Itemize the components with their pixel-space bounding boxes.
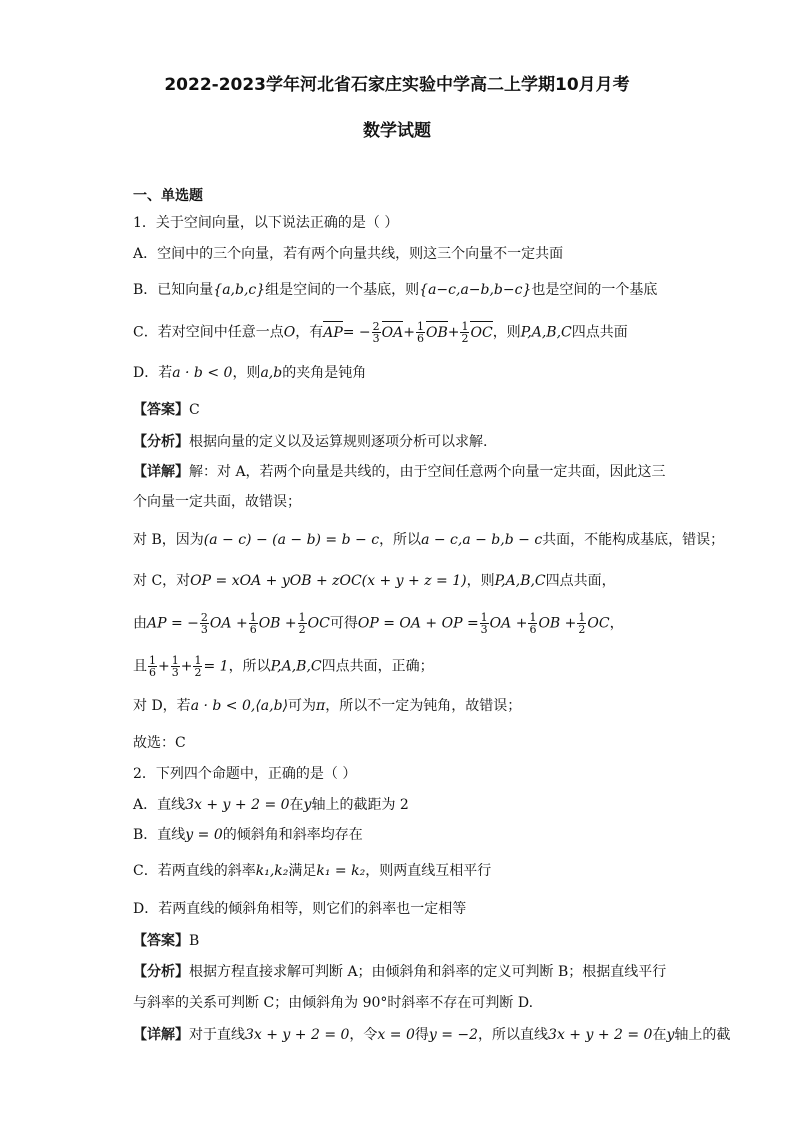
q1-d-post: 的夹角是钝角 — [282, 365, 367, 381]
q1-c-ob: OB — [425, 324, 448, 341]
q1-detail-c2-f1-num: 2 — [200, 611, 208, 624]
q2-analysis-line1 — [133, 963, 666, 981]
q2-analysis-text1: 根据方程直接求解可判断 A；由倾斜角和斜率的定义可判断 B；根据直线平行 — [189, 964, 667, 980]
q2-option-c — [133, 862, 491, 880]
q2-detail-e4: 3x + y + 2 = 0 — [548, 1027, 653, 1043]
q1-analysis — [133, 433, 487, 451]
q1-b-pre: B．已知向量 — [133, 282, 214, 298]
q2-c-post: ，则两直线互相平行 — [365, 863, 492, 879]
q1-c-frac3-num: 1 — [461, 320, 469, 333]
q1-detail-c-expr: OP = xOA + yOB + zOC(x + y + z = 1) — [190, 573, 467, 589]
q2-detail-e2: x = 0 — [377, 1027, 415, 1043]
q1-detail-d-mid: 可为 — [288, 698, 317, 714]
q1-answer-value: C — [189, 402, 200, 418]
q1-detail-d — [133, 697, 521, 715]
q2-c-k: k₁,k₂ — [255, 863, 289, 879]
q1-detail-c2-f3-den: 2 — [298, 623, 306, 636]
q1-detail-c2-f2-num: 1 — [249, 611, 257, 624]
q1-c-frac3-den: 2 — [461, 332, 469, 345]
document-subtitle: 数学试题 — [363, 121, 431, 141]
q1-analysis-label: 【分析】 — [133, 434, 189, 450]
q1-detail-c3 — [133, 655, 434, 678]
q1-detail-c2-g2 — [528, 612, 537, 635]
q1-detail-c2-mid: 可得 — [329, 615, 358, 632]
q1-detail-c2-e2r: OA + — [489, 615, 528, 632]
q1-detail-c3-pts: P,A,B,C — [270, 658, 322, 675]
q1-option-b — [133, 281, 657, 299]
q1-c-o: O — [283, 324, 296, 341]
q1-c-frac2-num: 1 — [416, 320, 424, 333]
q1-c-plus1: + — [403, 324, 415, 341]
q2-detail-m3: ，所以直线 — [478, 1027, 549, 1043]
q1-detail-c2-f2-den: 6 — [249, 623, 257, 636]
q1-d-mid: ，则 — [232, 365, 261, 381]
q1-c-oa: OA — [381, 324, 404, 341]
q2-detail — [133, 1026, 730, 1044]
q1-detail-c2-pre: 由 — [133, 615, 147, 632]
q1-detail-c-pts: P,A,B,C — [494, 573, 546, 589]
q1-detail-c3-f3 — [193, 655, 202, 678]
q1-detail-c3-f1 — [148, 655, 157, 678]
q1-detail-c2-g3 — [577, 612, 586, 635]
q1-detail-c2-f3 — [298, 612, 307, 635]
section-heading: 一、单选题 — [133, 188, 203, 204]
q1-detail-c2-e2l: OP = OA + OP = — [357, 615, 479, 632]
q1-detail-c2-f3-num: 1 — [298, 611, 306, 624]
q1-detail-c2-g1-den: 3 — [480, 623, 488, 636]
q2-c-pre: C．若两直线的斜率 — [133, 863, 256, 879]
q2-a-expr: 3x + y + 2 = 0 — [185, 797, 290, 813]
q1-option-c — [133, 321, 628, 344]
q1-c-frac2 — [416, 321, 425, 344]
q2-a-post: 轴上的截距为 2 — [311, 797, 409, 813]
q2-a-pre: A．直线 — [133, 797, 186, 813]
q1-detail-c2-f2 — [249, 612, 258, 635]
q2-option-a — [133, 796, 409, 814]
q1-detail-c2-f1 — [200, 612, 209, 635]
q1-d-expr: a · b < 0 — [172, 365, 233, 381]
q1-option-d — [133, 364, 366, 382]
q1-detail-c2-post: ， — [609, 615, 624, 632]
q1-detail-c2-g1 — [480, 612, 489, 635]
q1-detail-line1 — [133, 463, 666, 481]
q1-detail-b-mid: ，所以 — [379, 532, 422, 548]
q1-detail-c2-f1-den: 3 — [200, 623, 208, 636]
q1-detail-c2-e1r3: OC — [307, 615, 330, 632]
q1-c-frac3 — [460, 321, 469, 344]
q1-detail-c2-g3-den: 2 — [578, 623, 586, 636]
q2-detail-label: 【详解】 — [133, 1027, 189, 1043]
q1-c-plus2: + — [447, 324, 460, 341]
q1-d-pre: D．若 — [133, 365, 173, 381]
q2-detail-m4: 在 — [652, 1027, 667, 1043]
q1-d-ab: a,b — [260, 365, 283, 381]
q2-b-post: 的倾斜角和斜率均存在 — [222, 827, 363, 843]
q1-detail-c3-pre: 且 — [133, 658, 147, 675]
q1-b-set2: {a−c,a−b,b−c} — [419, 282, 532, 298]
q1-detail-c3-post: 四点共面，正确； — [321, 658, 434, 675]
q2-a-y: y — [303, 797, 312, 813]
q2-c-eq: k₁ = k₂ — [316, 863, 366, 879]
q1-detail-d-pre: 对 D，若 — [133, 698, 191, 714]
q1-detail-c3-f3-den: 2 — [194, 666, 202, 679]
q2-analysis-label: 【分析】 — [133, 964, 189, 980]
q1-c-post: 四点共面 — [571, 324, 628, 341]
q1-c-post-pre: ，则 — [492, 324, 521, 341]
q1-answer-label: 【答案】 — [133, 402, 189, 418]
q2-detail-pre: 对于直线 — [189, 1027, 245, 1043]
q1-choose: 故选：C — [133, 735, 186, 751]
q2-b-expr: y = 0 — [185, 827, 223, 843]
q1-detail-c2-g2-num: 1 — [529, 611, 537, 624]
q1-detail-c3-f2 — [171, 655, 180, 678]
q2-analysis-line2: 与斜率的关系可判断 C；由倾斜角为 90°时斜率不存在可判断 D. — [133, 995, 534, 1011]
q1-detail-b-expr: (a − c) − (a − b) = b − c — [203, 532, 380, 548]
q1-c-ap: AP — [323, 324, 343, 341]
q1-detail-c3-eq: = 1 — [203, 658, 229, 675]
q1-detail-c2-g2-den: 6 — [529, 623, 537, 636]
q1-stem: 1．关于空间向量，以下说法正确的是（ ） — [133, 215, 399, 231]
q1-detail-c3-p2: + — [180, 658, 193, 675]
q1-detail-text1: 解：对 A，若两个向量是共线的，由于空间任意两个向量一定共面，因此这三 — [189, 464, 666, 480]
q1-detail-c3-p1: + — [158, 658, 170, 675]
q1-detail-c3-f3-num: 1 — [194, 654, 202, 667]
q1-b-post: 也是空间的一个基底 — [531, 282, 658, 298]
q1-detail-c3-f1-num: 1 — [149, 654, 156, 667]
q1-answer — [133, 401, 200, 419]
q1-detail-b-set: a − c,a − b,b − c — [421, 532, 543, 548]
q1-detail-c-pre: 对 C，对 — [133, 573, 191, 589]
q2-detail-e3: y = −2 — [428, 1027, 479, 1043]
q1-detail-c3-f1-den: 6 — [149, 666, 156, 679]
q1-detail-d-expr: a · b < 0, — [190, 698, 256, 714]
q1-c-oc: OC — [470, 324, 493, 341]
q1-detail-c-mid: ，则 — [466, 573, 495, 589]
q1-detail-c3-f2-num: 1 — [171, 654, 179, 667]
q1-detail-c3-f2-den: 3 — [171, 666, 179, 679]
q1-detail-c2-e1r: OA + — [209, 615, 248, 632]
q1-c-eq: = − — [342, 324, 371, 341]
q2-a-mid: 在 — [289, 797, 304, 813]
q1-detail-b-pre: 对 B，因为 — [133, 532, 204, 548]
q2-detail-e1: 3x + y + 2 = 0 — [245, 1027, 350, 1043]
q1-detail-c2 — [133, 612, 624, 635]
q2-option-b — [133, 826, 363, 844]
q1-c-comma: ，有 — [295, 324, 324, 341]
q1-analysis-text: 根据向量的定义以及运算规则逐项分析可以求解. — [189, 434, 488, 450]
q1-c-frac1 — [372, 321, 381, 344]
q1-detail-d-pi: π — [316, 698, 326, 714]
q2-detail-m2: 得 — [414, 1027, 429, 1043]
q1-detail-b — [133, 531, 724, 549]
q1-detail-c-post: 四点共面， — [545, 573, 616, 589]
q2-detail-post: 轴上的截 — [674, 1027, 731, 1043]
q1-c-pts: P,A,B,C — [520, 324, 572, 341]
q1-detail-b-post: 共面，不能构成基底，错误； — [542, 532, 725, 548]
q2-answer-label: 【答案】 — [133, 933, 189, 949]
q1-detail-c2-g3-num: 1 — [578, 611, 586, 624]
q2-stem: 2．下列四个命题中，正确的是（ ） — [133, 766, 357, 782]
q2-option-d: D．若两直线的倾斜角相等，则它们的斜率也一定相等 — [133, 901, 467, 917]
q1-c-frac1-num: 2 — [372, 320, 380, 333]
q1-detail-c2-g1-num: 1 — [480, 611, 488, 624]
q1-b-mid: 组是空间的一个基底，则 — [265, 282, 420, 298]
q2-detail-m1: ，令 — [349, 1027, 378, 1043]
q1-detail-c2-e2r3: OC — [587, 615, 610, 632]
q1-c-frac1-den: 3 — [372, 332, 380, 345]
q1-detail-c2-e2r2: OB + — [538, 615, 577, 632]
q1-detail-label: 【详解】 — [133, 464, 189, 480]
q1-detail-line2: 个向量一定共面，故错误； — [133, 494, 301, 510]
q1-detail-c3-mid: ，所以 — [228, 658, 271, 675]
q1-detail-c2-e1r2: OB + — [258, 615, 297, 632]
q1-detail-c — [133, 572, 616, 590]
q2-c-mid: 满足 — [288, 863, 317, 879]
q1-c-frac2-den: 6 — [416, 332, 424, 345]
q1-c-pre: C．若对空间中任意一点 — [133, 324, 284, 341]
document-title: 2022-2023学年河北省石家庄实验中学高二上学期10月月考 — [164, 75, 630, 95]
q1-detail-d-ang: ⟨a,b⟩ — [255, 698, 289, 714]
q2-answer — [133, 932, 199, 950]
q1-detail-c2-e1l: AP = − — [147, 615, 199, 632]
q2-b-pre: B．直线 — [133, 827, 186, 843]
q1-detail-d-post: ，所以不一定为钝角，故错误； — [325, 698, 522, 714]
q1-b-set1: {a,b,c} — [213, 282, 266, 298]
q2-answer-value: B — [189, 933, 200, 949]
q2-detail-y: y — [666, 1027, 675, 1043]
q1-option-a: A．空间中的三个向量，若有两个向量共线，则这三个向量不一定共面 — [133, 246, 564, 262]
